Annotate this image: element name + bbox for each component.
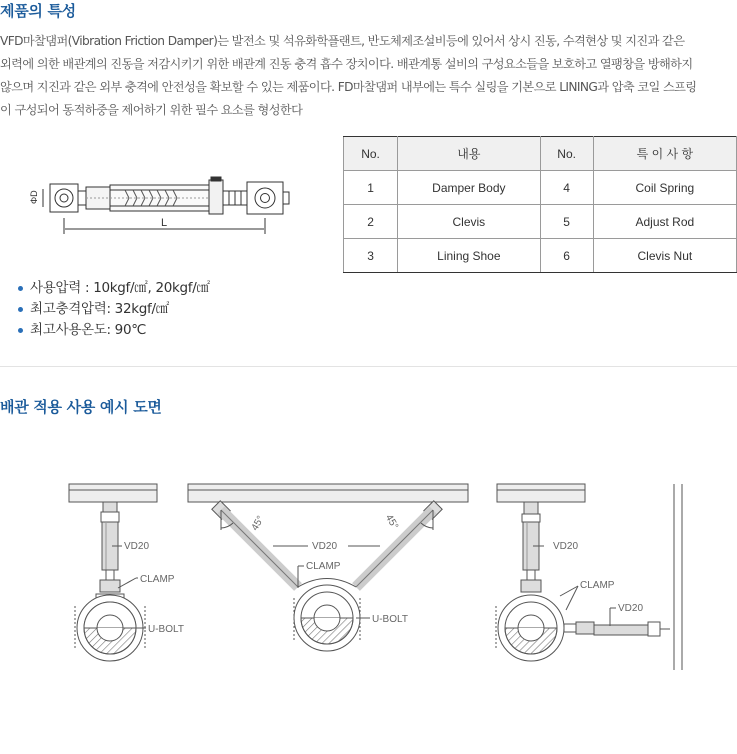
section-divider — [0, 366, 737, 367]
diagram-combined-support — [496, 484, 682, 670]
table-header-row — [344, 137, 737, 171]
table-cell: Lining Shoe — [398, 239, 540, 273]
list-item — [18, 278, 210, 299]
piping-example-diagram — [0, 470, 737, 680]
table-cell: Clevis Nut — [593, 239, 736, 273]
vd20-label: VD20 — [618, 603, 644, 614]
table-header-content: 내용 — [398, 137, 540, 171]
u-bolt-label: U-BOLT — [148, 624, 184, 635]
clamp-label: CLAMP — [140, 574, 175, 585]
table-cell: 3 — [344, 239, 398, 273]
description-line: 이 구성되어 동적하중을 제어하기 위한 필수 요소를 형성한다 — [0, 103, 303, 117]
table-header-remarks: 특 이 사 항 — [593, 137, 736, 171]
table-header-no: No. — [344, 137, 398, 171]
list-item — [18, 320, 210, 341]
vd20-label: VD20 — [312, 541, 338, 552]
table-cell: 4 — [540, 171, 593, 205]
table-cell: 6 — [540, 239, 593, 273]
bullet-dot-icon — [18, 286, 23, 291]
diagram-vertical-support — [69, 484, 157, 661]
feature-description — [0, 30, 737, 122]
section-title-features: 제품의 특성 — [0, 2, 76, 20]
description-line: 외력에 의한 배관계의 진동을 저감시키기 위한 배관계 진동 충격 흡수 장치이다. 배관계통 설비의 구성요소들을 보호하고 열팽창을 방해하지 — [0, 57, 693, 71]
dim-d-label: ΦD — [29, 190, 39, 204]
list-item — [18, 299, 210, 320]
table-cell: Adjust Rod — [593, 205, 736, 239]
clamp-label: CLAMP — [580, 580, 615, 591]
table-row — [344, 239, 737, 273]
table-cell: 5 — [540, 205, 593, 239]
spec-bullet-list — [18, 278, 210, 341]
table-cell: Clevis — [398, 205, 540, 239]
vd20-label: VD20 — [124, 541, 150, 552]
description-line: VFD마찰댐퍼(Vibration Friction Damper)는 발전소 및 석유화학플랜트, 반도체제조설비등에 있어서 상시 진동, 수격현상 및 지진과 같은 — [0, 34, 685, 48]
clamp-label: CLAMP — [306, 561, 341, 572]
table-cell: 2 — [344, 205, 398, 239]
spec-table — [343, 136, 737, 273]
angle-45-label: 45° — [249, 514, 267, 533]
table-row — [344, 171, 737, 205]
table-cell: 1 — [344, 171, 398, 205]
damper-drawing — [25, 166, 315, 238]
section-title-usage-example: 배관 적용 사용 예시 도면 — [0, 398, 162, 416]
u-bolt-label: U-BOLT — [372, 614, 408, 625]
table-row — [344, 205, 737, 239]
dim-l-label: L — [161, 217, 168, 229]
vd20-label: VD20 — [553, 541, 579, 552]
bullet-text: 최고충격압력: 32kgf/㎠ — [30, 301, 169, 317]
bullet-text: 최고사용온도: 90℃ — [30, 322, 147, 338]
table-cell: Coil Spring — [593, 171, 736, 205]
table-header-no: No. — [540, 137, 593, 171]
bullet-dot-icon — [18, 307, 23, 312]
angle-45-label: 45° — [382, 512, 401, 532]
table-cell: Damper Body — [398, 171, 540, 205]
bullet-dot-icon — [18, 328, 23, 333]
description-line: 않으며 지진과 같은 외부 충격에 안전성을 확보할 수 있는 제품이다. FD마찰댐퍼 내부에는 특수 실링을 기본으로 LINING과 압축 코일 스프링 — [0, 80, 697, 94]
bullet-text: 사용압력 : 10kgf/㎠, 20kgf/㎠ — [30, 280, 210, 296]
